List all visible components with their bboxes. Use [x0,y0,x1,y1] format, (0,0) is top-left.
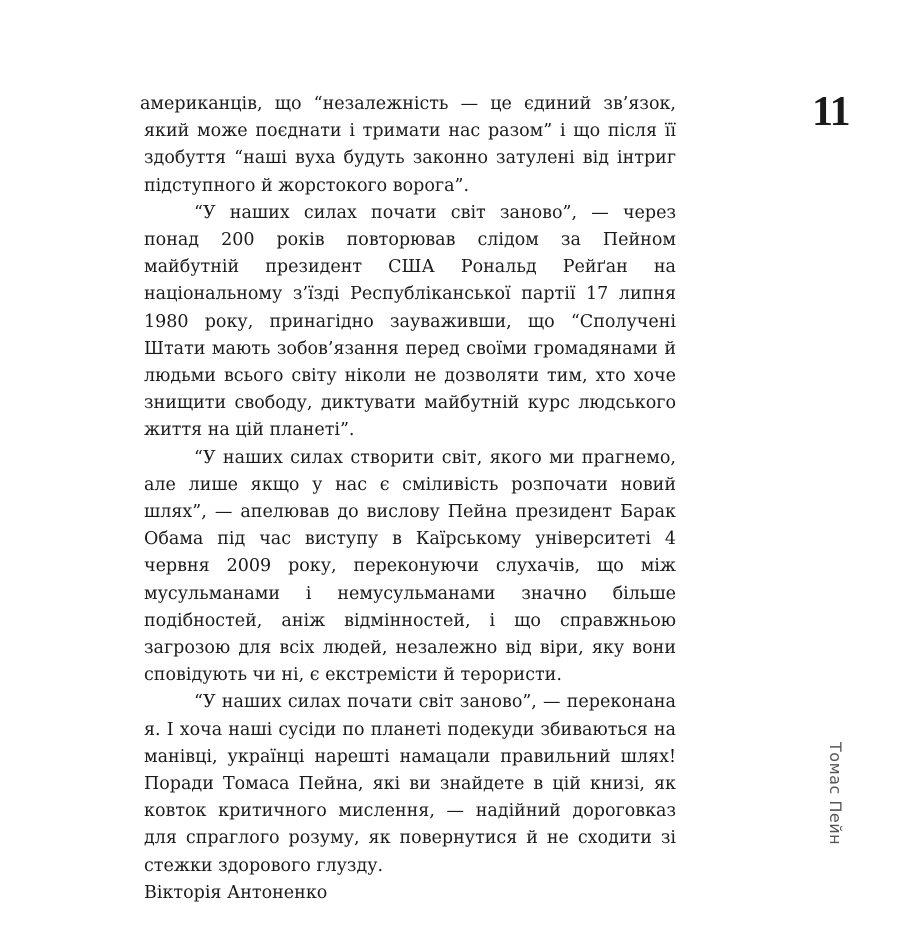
paragraph-4: “У наших силах почати світ заново”, — переконана я. І хоча наші сусіди по планеті подекуди збиваються на манівці, українці нарешті намацали правильний шлях! Поради Томаса Пейна, які ви знайдете в цій книзі, як ковток критичного мислення, — надійний дороговказ для спраглого розуму, як повернутися й не сходити зі стежки здорового глузду. [144,692,676,876]
page-number: 11 [812,89,850,135]
paragraph-3: “У наших силах створити світ, якого ми прагнемо, але лише якщо у нас є сміливість розпочати новий шлях”, — апелював до вислову Пейна президент Барак Обама під час виступу в Каїрському університеті 4 червня 2009 року, переконуючи слухачів, що між мусульманами і немусульманами значно більше подібностей, аніж відмінностей, і що справжньою загрозою для всіх людей, незалежно від віри, яку вони сповідують чи ні, є екстремісти й терористи. [144,447,676,686]
author-signature: Вікторія Антоненко [144,882,328,903]
paragraph-2: “У наших силах почати світ заново”, — через понад 200 років повторював слідом за Пейном майбутній президент США Рональд Рейґан на національному з’їзді Республіканської партії 17 липня 1980 року, принагідно зауваживши, що “Сполучені Штати мають зобов’язання перед своїми громадянами й людьми всього світу ніколи не дозволяти тим, хто хоче знищити свободу, диктувати майбутній курс людського життя на цій планеті”. [144,202,676,441]
body-text [140,91,676,907]
running-head-author: Томас Пейн [826,742,845,846]
paragraph-1: американців, що “незалежність — це єдиний зв’язок, який може поєднати і тримати нас разом” і що після її здобуття “наші вуха будуть законно затулені від інтриг підступного й жорстокого ворога”. [140,94,676,196]
